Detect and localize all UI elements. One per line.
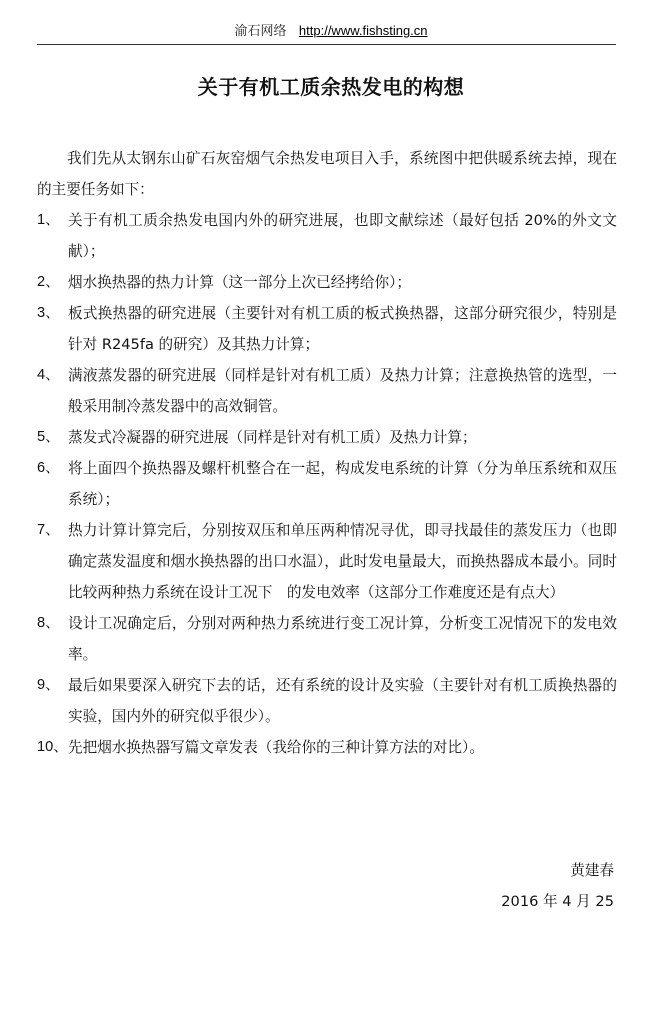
list-item (37, 298, 617, 360)
list-item-number: 6、 (37, 460, 60, 476)
intro-paragraph: 我们先从太钢东山矿石灰窑烟气余热发电项目入手，系统图中把供暖系统去掉，现在的主要任务如下： (37, 150, 617, 198)
list-item (37, 360, 617, 422)
list-item-number: 3、 (37, 305, 60, 321)
document-date: 2016 年 4 月 25 (501, 893, 614, 910)
list-item-number: 8、 (37, 615, 60, 631)
task-list (37, 205, 617, 763)
site-url-link[interactable]: http://www.fishsting.cn (298, 23, 428, 38)
list-item-number: 5、 (37, 429, 60, 445)
header-divider (37, 44, 616, 45)
list-item-text: 关于有机工质余热发电国内外的研究进展，也即文献综述（最好包括 20%的外文文献）； (68, 212, 617, 260)
list-item-number: 7、 (37, 522, 60, 538)
list-item-text: 先把烟水换热器写篇文章发表（我给你的三种计算方法的对比）。 (68, 739, 484, 756)
list-item-number: 1、 (37, 212, 60, 228)
list-item-number: 4、 (37, 367, 60, 383)
list-item (37, 732, 617, 763)
list-item-text: 设计工况确定后，分别对两种热力系统进行变工况计算，分析变工况情况下的发电效率。 (68, 615, 617, 663)
list-item (37, 453, 617, 515)
list-item (37, 267, 617, 298)
site-name: 渝石网络 (234, 24, 287, 39)
list-item-number: 9、 (37, 677, 60, 693)
list-item (37, 515, 617, 608)
list-item (37, 608, 617, 670)
list-item-text: 热力计算计算完后，分别按双压和单压两种情况寻优，即寻找最佳的蒸发压力（也即确定蒸发温度和烟水换热器的出口水温），此时发电量最大，而换热器成本最小。同时比较两种热力系统在设计工况下 的发电效率（这部分工作难度还是有点大） (68, 522, 617, 601)
list-item-text: 满液蒸发器的研究进展（同样是针对有机工质）及热力计算；注意换热管的选型，一般采用制冷蒸发器中的高效铜管。 (68, 367, 617, 415)
author-signature: 黄建春 (570, 862, 614, 879)
list-item (37, 670, 617, 732)
list-item-text: 蒸发式冷凝器的研究进展（同样是针对有机工质）及热力计算； (68, 429, 477, 446)
page-title: 关于有机工质余热发电的构想 (197, 75, 465, 99)
list-item (37, 205, 617, 267)
page-header (0, 22, 662, 41)
list-item (37, 422, 617, 453)
list-item-text: 板式换热器的研究进展（主要针对有机工质的板式换热器，这部分研究很少，特别是针对 R245fa 的研究）及其热力计算； (68, 305, 617, 353)
document-body (37, 143, 617, 763)
list-item-text: 将上面四个换热器及螺杆机整合在一起，构成发电系统的计算（分为单压系统和双压系统）； (68, 460, 617, 508)
list-item-number: 2、 (37, 274, 60, 290)
list-item-text: 烟水换热器的热力计算（这一部分上次已经拷给你）； (68, 274, 411, 291)
list-item-text: 最后如果要深入研究下去的话，还有系统的设计及实验（主要针对有机工质换热器的实验，国内外的研究似乎很少）。 (68, 677, 617, 725)
list-item-number: 10、 (37, 739, 68, 755)
